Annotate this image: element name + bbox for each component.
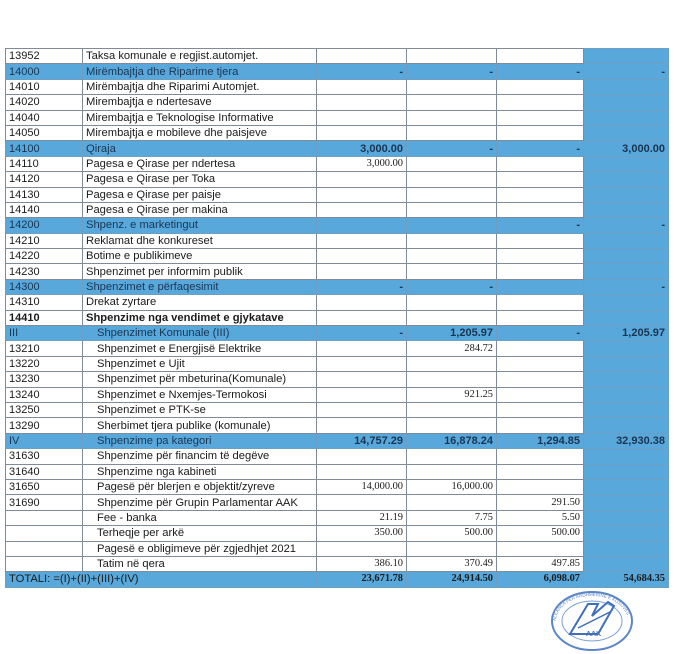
amount-c3-cell: 500.00: [497, 526, 584, 541]
amount-c3-cell: -: [497, 326, 584, 341]
row-total-cell: [584, 556, 669, 571]
description-cell: Mirëmbajtja dhe Riparimi Automjet.: [83, 79, 317, 94]
description-cell: Pagesa e Qirase per Toka: [83, 172, 317, 187]
amount-c1-cell: 14,757.29: [317, 433, 407, 448]
description-cell: Shpenzimet për mbeturina(Komunale): [83, 372, 317, 387]
row-total-cell: 3,000.00: [584, 141, 669, 156]
row-total-cell: [584, 387, 669, 402]
table-row: [6, 418, 669, 433]
amount-c3-cell: [497, 449, 584, 464]
description-cell: Mirembajtja e ndertesave: [83, 95, 317, 110]
description-cell: Shpenz. e marketingut: [83, 218, 317, 233]
row-total-cell: [584, 449, 669, 464]
amount-c3-cell: [497, 49, 584, 64]
amount-c1-cell: [317, 172, 407, 187]
amount-c2-cell: [407, 295, 497, 310]
amount-c2-cell: 500.00: [407, 526, 497, 541]
amount-c2-cell: 16,000.00: [407, 479, 497, 494]
account-code-cell: [6, 556, 83, 571]
table-row: [6, 264, 669, 279]
amount-c1-cell: 21.19: [317, 510, 407, 525]
amount-c3-cell: 1,294.85: [497, 433, 584, 448]
row-total-cell: [584, 495, 669, 510]
account-code-cell: 13220: [6, 356, 83, 371]
table-row: [6, 218, 669, 233]
amount-c3-cell: [497, 125, 584, 140]
description-cell: Mirëmbajtja dhe Riparime tjera: [83, 64, 317, 79]
amount-c3-cell: [497, 110, 584, 125]
amount-c3-cell: [497, 79, 584, 94]
table-row: [6, 202, 669, 217]
amount-c3-cell: [497, 341, 584, 356]
description-cell: Shpenzime nga vendimet e gjykatave: [83, 310, 317, 325]
amount-c1-cell: -: [317, 326, 407, 341]
row-total-cell: [584, 418, 669, 433]
description-cell: Tatim në qera: [83, 556, 317, 571]
amount-c1-cell: [317, 495, 407, 510]
amount-c1-cell: [317, 310, 407, 325]
table-row: [6, 495, 669, 510]
table-row: [6, 49, 669, 64]
amount-c1-cell: 14,000.00: [317, 479, 407, 494]
row-total-cell: [584, 156, 669, 171]
table-row: [6, 510, 669, 525]
description-cell: Pagesa e Qirase per ndertesa: [83, 156, 317, 171]
row-total-cell: 1,205.97: [584, 326, 669, 341]
amount-c3-cell: [497, 187, 584, 202]
account-code-cell: 14310: [6, 295, 83, 310]
amount-c2-cell: [407, 418, 497, 433]
account-code-cell: 31640: [6, 464, 83, 479]
amount-c2-cell: [407, 449, 497, 464]
account-code-cell: III: [6, 326, 83, 341]
description-cell: Shpenzimet e Energjisë Elektrike: [83, 341, 317, 356]
account-code-cell: 13952: [6, 49, 83, 64]
amount-c3-cell: 497.85: [497, 556, 584, 571]
amount-c1-cell: 3,000.00: [317, 156, 407, 171]
table-row: [6, 356, 669, 371]
row-total-cell: [584, 372, 669, 387]
table-row: [6, 572, 669, 587]
svg-text:ALEANCA PËR ARDHMËRINË E KOSOV: [552, 591, 631, 621]
account-code-cell: IV: [6, 433, 83, 448]
amount-c2-cell: -: [407, 279, 497, 294]
stamp-emblem-text: AAK: [586, 631, 602, 638]
description-cell: Botime e publikimeve: [83, 249, 317, 264]
amount-c1-cell: [317, 95, 407, 110]
amount-c3-cell: [497, 233, 584, 248]
table-row: [6, 187, 669, 202]
amount-c3-cell: -: [497, 64, 584, 79]
table-row: [6, 372, 669, 387]
table-row: [6, 526, 669, 541]
amount-c3-cell: 5.50: [497, 510, 584, 525]
amount-c1-cell: [317, 402, 407, 417]
amount-c2-cell: 1,205.97: [407, 326, 497, 341]
amount-c2-cell: [407, 202, 497, 217]
amount-c3-cell: [497, 172, 584, 187]
amount-c1-cell: [317, 449, 407, 464]
account-code-cell: 13290: [6, 418, 83, 433]
amount-c2-cell: 16,878.24: [407, 433, 497, 448]
table-row: [6, 541, 669, 556]
table-row: [6, 556, 669, 571]
amount-c2-cell: [407, 110, 497, 125]
amount-c3-cell: [497, 156, 584, 171]
account-code-cell: 14110: [6, 156, 83, 171]
amount-c1-cell: [317, 49, 407, 64]
description-cell: Shpenzimet e përfaqesimit: [83, 279, 317, 294]
row-total-cell: [584, 187, 669, 202]
account-code-cell: [6, 510, 83, 525]
amount-c3-cell: [497, 249, 584, 264]
account-code-cell: 13240: [6, 387, 83, 402]
amount-c3-cell: [497, 264, 584, 279]
amount-c3-cell: [497, 356, 584, 371]
description-cell: Pagesa e Qirase per makina: [83, 202, 317, 217]
row-total-cell: [584, 125, 669, 140]
account-code-cell: 14210: [6, 233, 83, 248]
row-total-cell: [584, 249, 669, 264]
account-code-cell: 14020: [6, 95, 83, 110]
description-cell: Shpenzimet e Ujit: [83, 356, 317, 371]
total-label: TOTALI: =(I)+(II)+(III)+(IV): [6, 572, 317, 587]
description-cell: Shpenzimet e PTK-se: [83, 402, 317, 417]
table-row: [6, 172, 669, 187]
account-code-cell: 14120: [6, 172, 83, 187]
row-total-cell: [584, 341, 669, 356]
amount-c3-cell: [497, 372, 584, 387]
account-code-cell: [6, 541, 83, 556]
account-code-cell: 14220: [6, 249, 83, 264]
amount-c3-cell: [497, 541, 584, 556]
description-cell: Drekat zyrtare: [83, 295, 317, 310]
amount-c1-cell: -: [317, 64, 407, 79]
amount-c1-cell: 386.10: [317, 556, 407, 571]
amount-c2-cell: 921.25: [407, 387, 497, 402]
account-code-cell: 13210: [6, 341, 83, 356]
table-row: [6, 156, 669, 171]
table-row: [6, 125, 669, 140]
account-code-cell: 14100: [6, 141, 83, 156]
amount-c3-cell: [497, 464, 584, 479]
table-row: [6, 387, 669, 402]
description-cell: Mirembajtja e mobileve dhe paisjeve: [83, 125, 317, 140]
amount-c1-cell: [317, 110, 407, 125]
amount-c2-cell: [407, 495, 497, 510]
amount-c1-cell: [317, 341, 407, 356]
amount-c2-cell: 370.49: [407, 556, 497, 571]
description-cell: Qiraja: [83, 141, 317, 156]
amount-c3-cell: [497, 310, 584, 325]
amount-c1-cell: [317, 249, 407, 264]
amount-c2-cell: [407, 172, 497, 187]
row-total-cell: [584, 479, 669, 494]
account-code-cell: [6, 526, 83, 541]
amount-c2-cell: 7.75: [407, 510, 497, 525]
account-code-cell: 14200: [6, 218, 83, 233]
amount-c3-cell: [497, 479, 584, 494]
amount-c2-cell: [407, 249, 497, 264]
table-row: [6, 141, 669, 156]
table-row: [6, 402, 669, 417]
account-code-cell: 31650: [6, 479, 83, 494]
amount-c1-cell: [317, 418, 407, 433]
description-cell: Shpenzime për financim të degëve: [83, 449, 317, 464]
account-code-cell: 14040: [6, 110, 83, 125]
account-code-cell: 14230: [6, 264, 83, 279]
table-row: [6, 295, 669, 310]
amount-c1-cell: [317, 387, 407, 402]
amount-c2-cell: [407, 125, 497, 140]
amount-c2-cell: [407, 79, 497, 94]
row-total-cell: [584, 202, 669, 217]
row-total-cell: [584, 110, 669, 125]
row-total-cell: -: [584, 279, 669, 294]
amount-c2-cell: [407, 541, 497, 556]
account-code-cell: 14000: [6, 64, 83, 79]
table-row: [6, 64, 669, 79]
amount-c1-cell: [317, 264, 407, 279]
amount-c3-cell: [497, 295, 584, 310]
amount-c2-cell: [407, 356, 497, 371]
amount-c2-cell: [407, 310, 497, 325]
description-cell: Sherbimet tjera publike (komunale): [83, 418, 317, 433]
row-total-cell: [584, 541, 669, 556]
account-code-cell: 13250: [6, 402, 83, 417]
table-row: [6, 449, 669, 464]
total-c3-cell: 6,098.07: [497, 572, 584, 587]
account-code-cell: 31630: [6, 449, 83, 464]
amount-c2-cell: [407, 187, 497, 202]
amount-c2-cell: [407, 218, 497, 233]
description-cell: Terheqje per arkë: [83, 526, 317, 541]
table-row: [6, 79, 669, 94]
account-code-cell: 14050: [6, 125, 83, 140]
row-total-cell: [584, 172, 669, 187]
amount-c1-cell: [317, 464, 407, 479]
description-cell: Shpenzimet per informim publik: [83, 264, 317, 279]
description-cell: Taksa komunale e regjist.automjet.: [83, 49, 317, 64]
amount-c1-cell: [317, 79, 407, 94]
table-body: [6, 49, 669, 588]
table-row: [6, 479, 669, 494]
row-total-cell: [584, 79, 669, 94]
account-code-cell: 14010: [6, 79, 83, 94]
description-cell: Fee - banka: [83, 510, 317, 525]
table-row: [6, 341, 669, 356]
account-code-cell: 14140: [6, 202, 83, 217]
amount-c3-cell: -: [497, 218, 584, 233]
table-row: [6, 233, 669, 248]
amount-c2-cell: [407, 95, 497, 110]
amount-c1-cell: [317, 218, 407, 233]
row-total-cell: 32,930.38: [584, 433, 669, 448]
amount-c3-cell: -: [497, 141, 584, 156]
table-row: [6, 110, 669, 125]
row-total-cell: -: [584, 218, 669, 233]
row-total-cell: [584, 464, 669, 479]
total-c1-cell: 23,671.78: [317, 572, 407, 587]
description-cell: Pagesë e obligimeve për zgjedhjet 2021: [83, 541, 317, 556]
amount-c2-cell: [407, 233, 497, 248]
amount-c1-cell: -: [317, 279, 407, 294]
amount-c1-cell: [317, 295, 407, 310]
row-total-cell: [584, 95, 669, 110]
account-code-cell: 14300: [6, 279, 83, 294]
financial-report-table: [5, 48, 668, 588]
amount-c1-cell: [317, 541, 407, 556]
table-row: [6, 326, 669, 341]
amount-c2-cell: [407, 402, 497, 417]
amount-c2-cell: -: [407, 64, 497, 79]
account-code-cell: 31690: [6, 495, 83, 510]
amount-c2-cell: [407, 464, 497, 479]
row-total-cell: [584, 356, 669, 371]
amount-c3-cell: [497, 402, 584, 417]
amount-c2-cell: 284.72: [407, 341, 497, 356]
description-cell: Shpenzimet e Nxemjes-Termokosi: [83, 387, 317, 402]
amount-c2-cell: [407, 156, 497, 171]
amount-c2-cell: [407, 264, 497, 279]
amount-c1-cell: [317, 372, 407, 387]
row-total-cell: [584, 510, 669, 525]
amount-c3-cell: [497, 279, 584, 294]
table-row: [6, 95, 669, 110]
row-total-cell: [584, 264, 669, 279]
amount-c1-cell: [317, 187, 407, 202]
description-cell: Shpenzime pa kategori: [83, 433, 317, 448]
row-total-cell: [584, 49, 669, 64]
description-cell: Reklamat dhe konkureset: [83, 233, 317, 248]
table-row: [6, 249, 669, 264]
row-total-cell: -: [584, 64, 669, 79]
table-row: [6, 433, 669, 448]
amount-c3-cell: 291.50: [497, 495, 584, 510]
account-code-cell: 14410: [6, 310, 83, 325]
amount-c1-cell: 3,000.00: [317, 141, 407, 156]
description-cell: Pagesa e Qirase per paisje: [83, 187, 317, 202]
amount-c3-cell: [497, 202, 584, 217]
description-cell: Pagesë për blerjen e objektit/zyreve: [83, 479, 317, 494]
amount-c2-cell: -: [407, 141, 497, 156]
amount-c3-cell: [497, 387, 584, 402]
amount-c1-cell: [317, 125, 407, 140]
description-cell: Shpenzime për Grupin Parlamentar AAK: [83, 495, 317, 510]
description-cell: Shpenzimet Komunale (III): [83, 326, 317, 341]
amount-c1-cell: [317, 356, 407, 371]
amount-c1-cell: [317, 202, 407, 217]
amount-c3-cell: [497, 95, 584, 110]
amount-c2-cell: [407, 49, 497, 64]
account-code-cell: 13230: [6, 372, 83, 387]
amount-c1-cell: [317, 233, 407, 248]
table-row: [6, 279, 669, 294]
description-cell: Shpenzime nga kabineti: [83, 464, 317, 479]
row-total-cell: [584, 233, 669, 248]
party-stamp: [548, 588, 636, 654]
total-tot-cell: 54,684.35: [584, 572, 669, 587]
amount-c1-cell: 350.00: [317, 526, 407, 541]
description-cell: Mirembajtja e Teknologise Informative: [83, 110, 317, 125]
account-code-cell: 14130: [6, 187, 83, 202]
amount-c2-cell: [407, 372, 497, 387]
amount-c3-cell: [497, 418, 584, 433]
stamp-ring-text: ALEANCA PËR ARDHMËRINË E KOSOVËS: [551, 591, 631, 622]
row-total-cell: [584, 526, 669, 541]
table-row: [6, 464, 669, 479]
row-total-cell: [584, 295, 669, 310]
total-c2-cell: 24,914.50: [407, 572, 497, 587]
row-total-cell: [584, 402, 669, 417]
row-total-cell: [584, 310, 669, 325]
table-row: [6, 310, 669, 325]
